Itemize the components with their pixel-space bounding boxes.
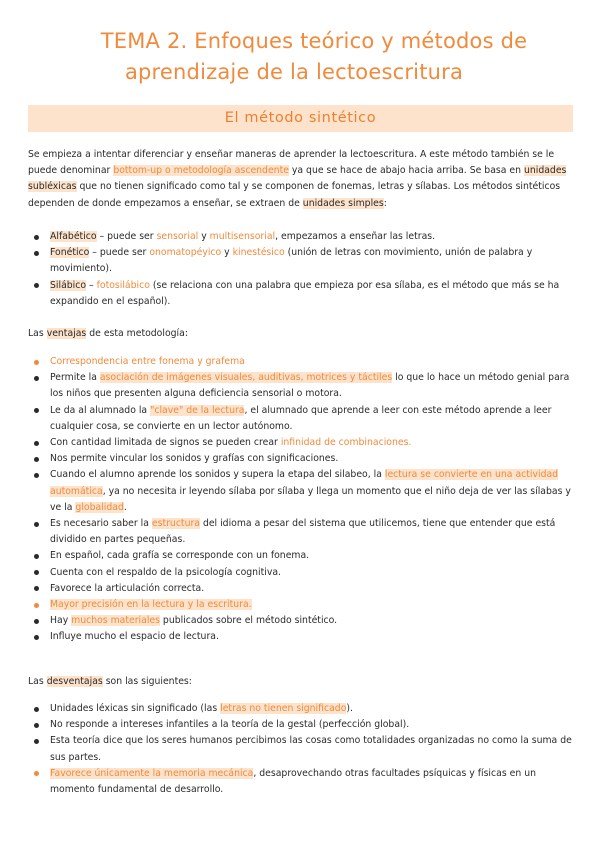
list-item-alfabetico: Alfabético – puede ser sensorial y multisensorial, empezamos a enseñar las letras. <box>28 229 576 245</box>
method-types-list <box>28 229 576 310</box>
section-banner: El método sintético <box>28 105 573 132</box>
list-item: Nos permite vincular los sonidos y grafías con significaciones. <box>28 451 576 467</box>
list-item: Esta teoría dice que los seres humanos percibimos las cosas como totalidades organizadas no como la suma de sus partes. <box>28 733 576 765</box>
highlight-unidades-sublexicas: unidades subléxicas <box>28 165 567 193</box>
list-item: Correspondencia entre fonema y grafema <box>28 354 576 370</box>
highlight-bottom-up: bottom-up o metodología ascendente <box>113 165 289 177</box>
list-item: No responde a intereses infantiles a la teoría de la gestal (perfección global). <box>28 717 576 733</box>
list-item: Hay muchos materiales publicados sobre el método sintético. <box>28 613 576 629</box>
list-item: Favorece la articulación correcta. <box>28 581 576 597</box>
list-item: Con cantidad limitada de signos se pueden crear infinidad de combinaciones. <box>28 435 576 451</box>
list-item: Cuenta con el respaldo de la psicología cognitiva. <box>28 565 576 581</box>
list-item: Mayor precisión en la lectura y la escritura. <box>28 597 576 613</box>
list-item: En español, cada grafía se corresponde con un fonema. <box>28 548 576 564</box>
intro-paragraph: Se empieza a intentar diferenciar y enseñar maneras de aprender la lectoescritura. A este método también se le puede denominar bottom-up o metodología ascendente ya que se hace de abajo hacia arriba. Se basa en unidades subléxicas que no tienen significado como tal y se componen de fonemas, letras y sílabas. Los métodos sintéticos dependen de donde empezamos a enseñar, se extraen de unidades simples: <box>28 149 567 209</box>
ventajas-heading: Las ventajas de esta metodología: <box>28 328 188 339</box>
list-item-silabico: Silábico – fotosilábico (se relaciona con una palabra que empieza por esa sílaba, es el método que más se ha expandido en el español). <box>28 278 576 310</box>
desventajas-list <box>28 701 576 798</box>
list-item: Permite la asociación de imágenes visuales, auditivas, motrices y táctiles lo que lo hace un método genial para los niños que presenten alguna deficiencia sensorial o motora. <box>28 370 576 402</box>
desventajas-heading: Las desventajas son las siguientes: <box>28 676 192 687</box>
list-item: Influye mucho el espacio de lectura. <box>28 629 576 645</box>
page-title-line-1: TEMA 2. Enfoques teórico y métodos de <box>100 29 528 53</box>
page-title-line-2: aprendizaje de la lectoescritura <box>124 60 464 84</box>
list-item: Favorece únicamente la memoria mecánica, desaprovechando otras facultades psíquicas y físicas en un momento fundamental de desarrollo. <box>28 766 576 798</box>
list-item: Unidades léxicas sin significado (las letras no tienen significado). <box>28 701 576 717</box>
list-item: Cuando el alumno aprende los sonidos y supera la etapa del silabeo, la lectura se convierte en una actividad automática, ya no necesita ir leyendo sílaba por sílaba y llega un momento que el niño deja de ver las sílabas y ve la globalidad. <box>28 467 576 516</box>
list-item: Le da al alumnado la "clave" de la lectura, el alumnado que aprende a leer con este método aprende a leer cualquier cosa, se convierte en un lector autónomo. <box>28 403 576 435</box>
ventajas-list <box>28 354 576 646</box>
list-item-fonetico: Fonético – puede ser onomatopéyico y kinestésico (unión de letras con movimiento, unión de palabra y movimiento). <box>28 245 576 277</box>
highlight-unidades-simples: unidades simples <box>302 197 384 209</box>
list-item: Es necesario saber la estructura del idioma a pesar del sistema que utilicemos, tiene que entender que está dividido en partes pequeñas. <box>28 516 576 548</box>
